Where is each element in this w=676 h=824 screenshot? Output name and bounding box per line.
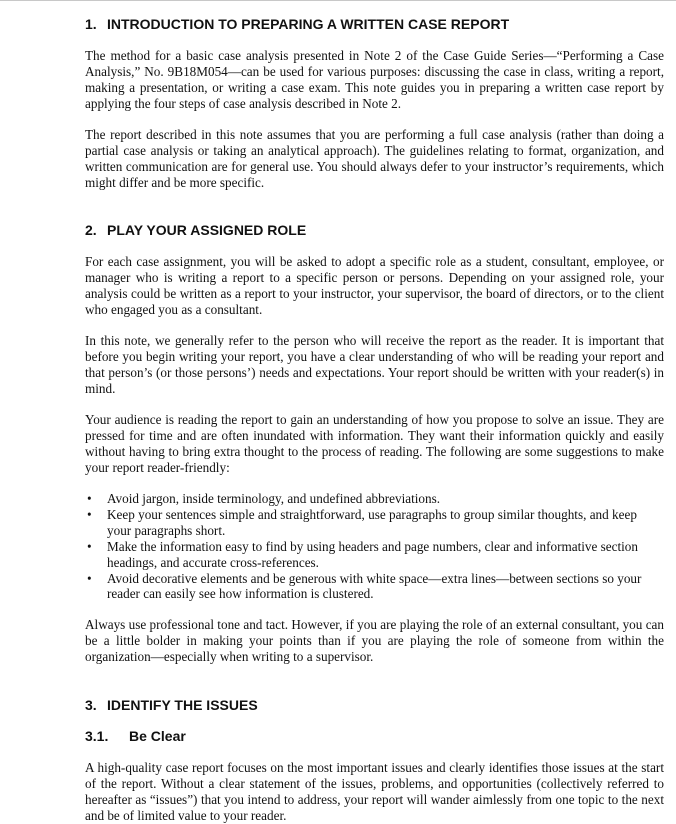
section-2-paragraph-3: Your audience is reading the report to gain an understanding of how you propose to solve an issue. They are pressed for time and are often inundated with information. They want their information quickly and easily without having to bring extra thought to the process of reading. The following are some suggestions to make your report reader-friendly: [85,412,664,475]
page-top-border [0,0,676,1]
list-item: • Avoid decorative elements and be generous with white space—extra lines—between sections so your reader can easily see how information is clustered. [85,571,664,603]
section-1-title: INTRODUCTION TO PREPARING A WRITTEN CASE REPORT [107,16,510,32]
section-3-title: IDENTIFY THE ISSUES [107,697,258,713]
section-2-closing-paragraph: Always use professional tone and tact. However, if you are playing the role of an external consultant, you can be a little bolder in making your points than if you are playing the role of someone from within the organization—especially when writing to a supervisor. [85,617,664,664]
section-1-paragraph-2: The report described in this note assumes that you are performing a full case analysis (rather than doing a partial case analysis or taking an analytical approach). The guidelines relating to format, organization, and written communication are for general use. You should always defer to your instructor’s requirements, which might differ and be more specific. [85,127,664,190]
section-2-title: PLAY YOUR ASSIGNED ROLE [107,222,307,238]
list-item: • Keep your sentences simple and straightforward, use paragraphs to group similar thoughts, and keep your paragraphs short. [85,507,664,539]
subsection-3-1-heading [85,727,186,745]
section-2-paragraph-1: For each case assignment, you will be asked to adopt a specific role as a student, consultant, employee, or manager who is writing a report to a specific person or persons. Depending on your assigned role, your analysis could be written as a report to your instructor, your supervisor, the board of directors, or to the client who engaged you as a consultant. [85,254,664,317]
subsection-3-1-title: Be Clear [129,728,186,744]
list-item: • Make the information easy to find by using headers and page numbers, clear and informative section headings, and accurate cross-references. [85,539,664,571]
section-2-heading [85,221,306,239]
section-3-heading [85,696,258,714]
section-2-paragraph-2: In this note, we generally refer to the person who will receive the report as the reader. It is important that before you begin writing your report, you have a clear understanding of who will be reading your report and that person’s (or those persons’) needs and expectations. Your report should be written with your reader(s) in mind. [85,333,664,396]
section-2-number: 2. [85,222,97,238]
section-1-paragraph-1: The method for a basic case analysis presented in Note 2 of the Case Guide Series—“Performing a Case Analysis,” No. 9B18M054—can be used for various purposes: discussing the case in class, writing a report, making a presentation, or writing a case exam. This note guides you in preparing a written case report by applying the four steps of case analysis described in Note 2. [85,48,664,111]
section-3-number: 3. [85,697,97,713]
reader-friendly-list [85,491,664,602]
section-1-heading [85,15,509,33]
section-1-number: 1. [85,16,97,32]
subsection-3-1-paragraph: A high-quality case report focuses on the most important issues and clearly identifies those issues at the start of the report. Without a clear statement of the issues, problems, and opportunities (collectively referred to hereafter as “issues”) that you intend to address, your report will wander aimlessly from one topic to the next and be of limited value to your reader. [85,760,664,823]
subsection-3-1-number: 3.1. [85,728,109,744]
list-item: • Avoid jargon, inside terminology, and undefined abbreviations. [85,491,664,507]
